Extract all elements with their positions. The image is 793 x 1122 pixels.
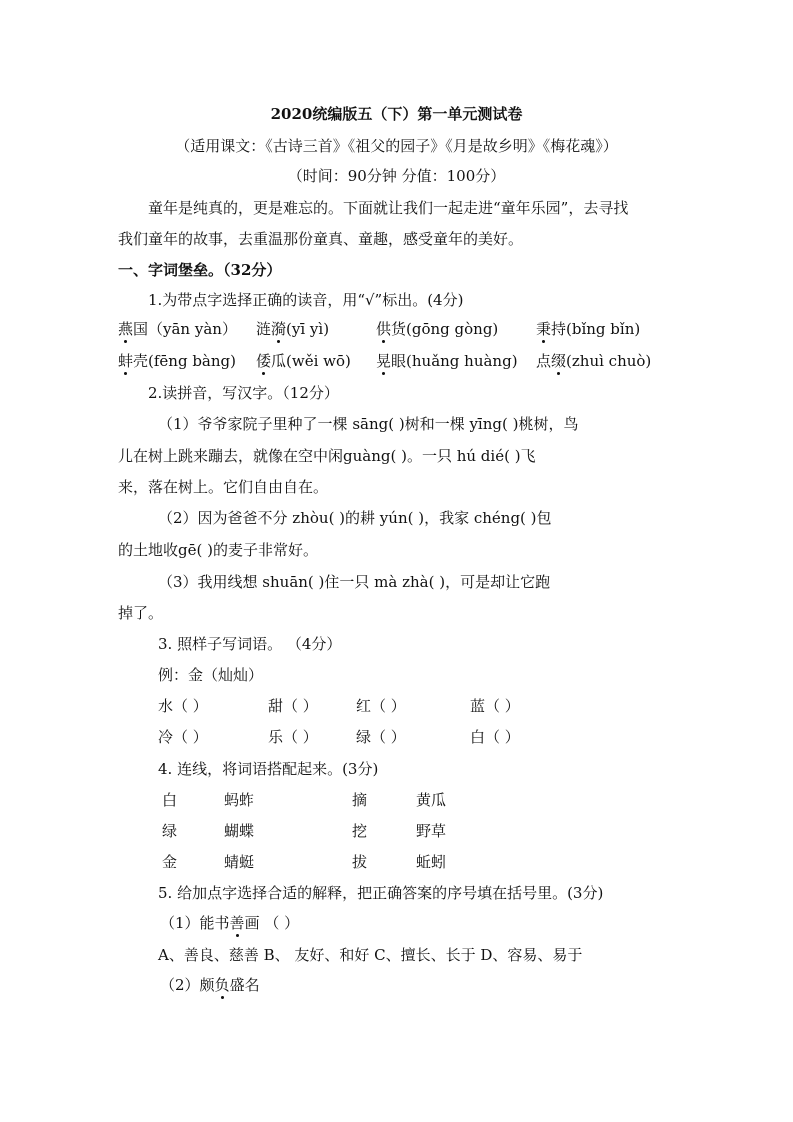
q4-word: 金: [162, 853, 178, 871]
q4-word: 蚯蚓: [416, 853, 447, 871]
emphasis-char: 燕: [118, 320, 134, 338]
q1-item: 晃眼(huǎng huàng): [376, 352, 518, 370]
q4-word: 蝴蝶: [224, 822, 255, 840]
q3-blank: 冷（ ）: [158, 728, 208, 746]
q3-example: 例：金（灿灿）: [158, 666, 264, 684]
q3-blank: 红（ ）: [356, 697, 406, 715]
q2-passage-line: （3）我用线想 shuān( )住一只 mà zhà( )，可是却让它跑: [158, 573, 551, 591]
q4-word: 挖: [352, 822, 368, 840]
q4-word: 蜻蜓: [224, 853, 255, 871]
q3-blank: 水（ ）: [158, 697, 208, 715]
q4-word: 白: [162, 791, 178, 809]
q1-item: 燕国（yān yàn）: [118, 320, 237, 338]
q5-sub-2: （2）颇负盛名: [160, 976, 260, 994]
q3-blank: 蓝（ ）: [470, 697, 520, 715]
q1-item: 蚌壳(fēng bàng): [118, 352, 236, 370]
emphasis-char: 漪: [271, 320, 287, 338]
q2-passage-line: 儿在树上跳来蹦去，就像在空中闲guàng( )。一只 hú dié( )飞: [118, 447, 536, 465]
q2-passage-line: 的土地收gē( )的麦子非常好。: [118, 541, 318, 559]
q4-word: 拔: [352, 853, 368, 871]
q5-sub-1: （1）能书善画 （ ）: [160, 914, 300, 932]
q4-word: 摘: [352, 791, 368, 809]
emphasis-char: 秉: [536, 320, 552, 338]
q1-item: 倭瓜(wěi wō): [256, 352, 351, 370]
emphasis-char: 缀: [551, 352, 567, 370]
q3-blank: 甜（ ）: [268, 697, 318, 715]
q4-word: 黄瓜: [416, 791, 447, 809]
q3-blank: 白（ ）: [470, 728, 520, 746]
q5-prompt: 5. 给加点字选择合适的解释，把正确答案的序号填在括号里。(3分): [158, 884, 604, 902]
q2-passage-line: （2）因为爸爸不分 zhòu( )的耕 yún( )，我家 chéng( )包: [158, 509, 552, 527]
exam-title: 2020统编版五（下）第一单元测试卷: [270, 105, 523, 123]
emphasis-char: 倭: [256, 352, 272, 370]
q2-prompt: 2.读拼音，写汉字。（12分）: [148, 384, 339, 402]
q2-passage-line: （1）爷爷家院子里种了一棵 sāng( )树和一棵 yīng( )桃树，鸟: [158, 415, 579, 433]
q1-prompt: 1.为带点字选择正确的读音，用“√”标出。(4分): [148, 291, 464, 309]
section-heading: 一、字词堡垒。（32分）: [118, 261, 282, 279]
q1-item: 供货(gōng gòng): [376, 320, 499, 338]
q5-options: A、善良、慈善 B、 友好、和好 C、擅长、长于 D、容易、易于: [158, 946, 583, 964]
q1-item: 秉持(bǐng bǐn): [536, 320, 641, 338]
intro-line-2: 我们童年的故事，去重温那份童真、童趣，感受童年的美好。: [118, 230, 524, 248]
q4-word: 野草: [416, 822, 447, 840]
q4-word: 绿: [162, 822, 178, 840]
q3-blank: 乐（ ）: [268, 728, 318, 746]
time-score-line: （时间：90分钟 分值：100分）: [287, 167, 506, 185]
q2-passage-line: 掉了。: [118, 604, 164, 622]
emphasis-char: 善: [229, 914, 245, 932]
emphasis-char: 负: [214, 976, 230, 994]
q4-word: 蚂蚱: [224, 791, 255, 809]
q4-prompt: 4. 连线，将词语搭配起来。(3分): [158, 760, 379, 778]
q1-item: 涟漪(yī yì): [256, 320, 330, 338]
emphasis-char: 晃: [376, 352, 392, 370]
q2-passage-line: 来，落在树上。它们自由自在。: [118, 478, 329, 496]
emphasis-char: 供: [376, 320, 392, 338]
emphasis-char: 蚌: [118, 352, 134, 370]
intro-line-1: 童年是纯真的，更是难忘的。下面就让我们一起走进“童年乐园”，去寻找: [148, 199, 629, 217]
q3-prompt: 3. 照样子写词语。 （4分）: [158, 635, 342, 653]
q3-blank: 绿（ ）: [356, 728, 406, 746]
q1-item: 点缀(zhuì chuò): [536, 352, 652, 370]
lessons-line: （适用课文：《古诗三首》《祖父的园子》《月是故乡明》《梅花魂》）: [175, 137, 618, 155]
